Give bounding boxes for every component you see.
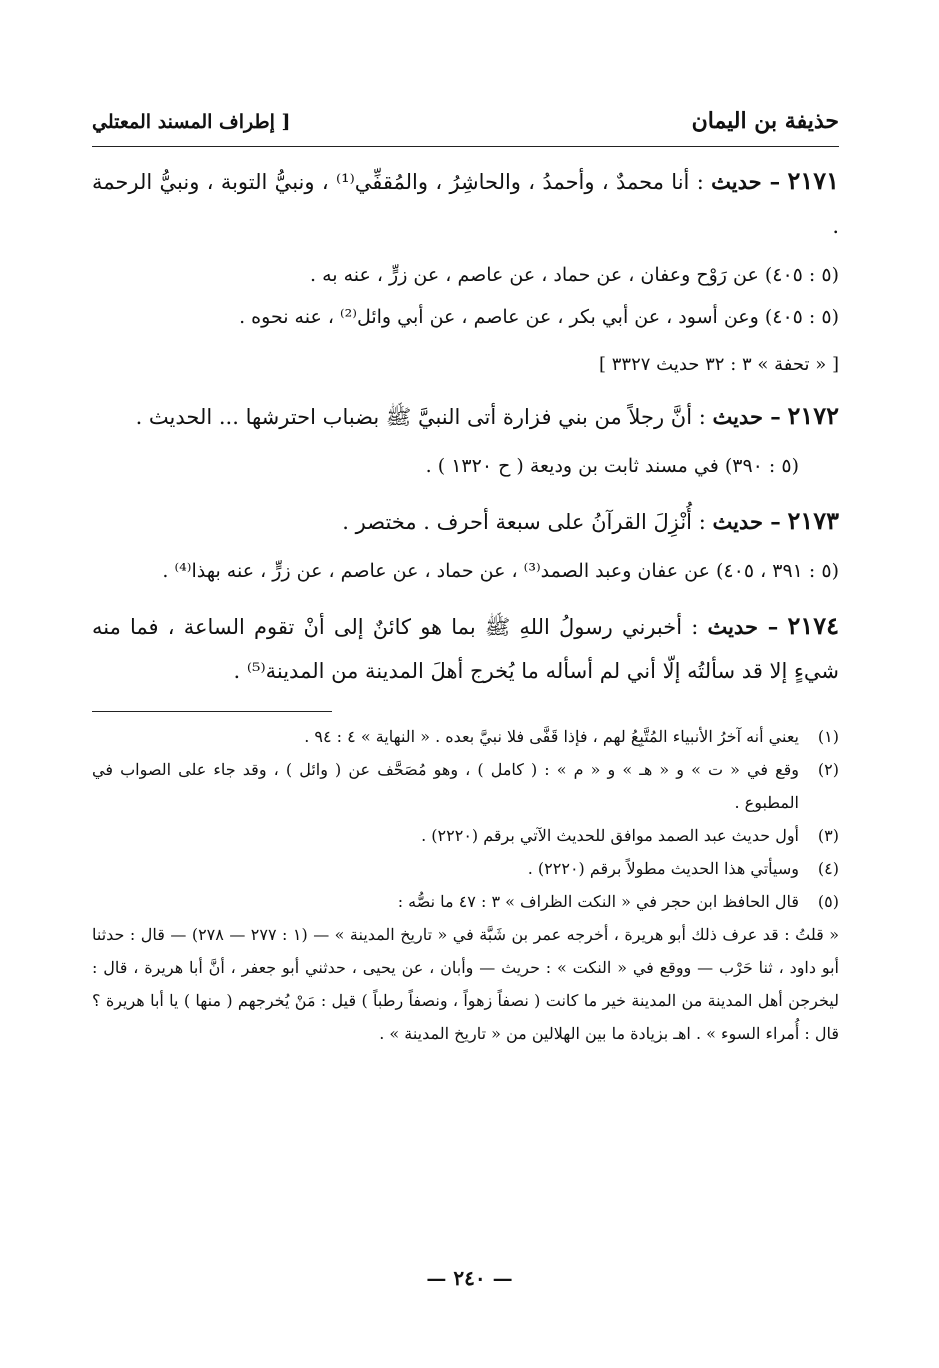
footnotes bbox=[92, 720, 839, 1050]
source-line: (٥ : ٣٩١ ، ٤٠٥) عن عفان وعبد الصمد⁽³⁾ ، عن حماد ، عن عاصم ، عن زرٍّ ، عنه بهذا⁽⁴⁾ . bbox=[162, 560, 839, 582]
footnote bbox=[92, 819, 839, 852]
hadith-text: : أُنْزِلَ القرآنُ على سبعة أحرف . مختصر . bbox=[342, 510, 713, 534]
hadith-label: حديث bbox=[712, 509, 763, 534]
hadith-number: ٢١٧١ bbox=[787, 166, 840, 195]
hadith-number: ٢١٧٢ bbox=[787, 401, 839, 430]
header-title-right: حذيفة بن اليمان bbox=[691, 108, 839, 134]
footnote bbox=[92, 720, 839, 753]
hadith-text: : أنا محمدٌ ، وأحمدُ ، والحاشِرُ ، والمُقفِّي⁽¹⁾ ، ونبيُّ التوبة ، ونبيُّ الرحمة . bbox=[92, 170, 839, 238]
hadith-label: حديث bbox=[707, 614, 758, 639]
hadith-2172: ٢١٧٢ – حديث : أنَّ رجلاً من بني فزارة أتى النبيَّ ﷺ بضباب احترشها ... الحديث . bbox=[135, 401, 839, 430]
hadith-2174: ٢١٧٤ – حديث : أخبرني رسولُ اللهِ ﷺ بما هو كائنٌ إلى أنْ تقوم الساعة ، فما منه شيءٍ إلا قد سألتُه إلّا أني لم أسأله ما يُخرج أهلَ المدينة من المدينة⁽⁵⁾ . bbox=[92, 611, 839, 683]
footnote-quote: « قلتُ : قد عرف ذلك أبو هريرة ، أخرجه عمر بن شَبَّة في « تاريخ المدينة » — (١ : ٢٧٧ — ٢٧٨) — قال : حدثنا أبو داود ، ثنا حَرْب — ووقع في « النكت » : حريث — وأبان ، عن يحيى ، حدثني أبو جعفر ، أنَّ أبا هريرة ، قال : ليخرجن أهل المدينة من المدينة خير ما كانت ( نصفاً زهواً ، ونصفاً رطباً ) قيل : مَنْ يُخرجهم ( منها ) يا أبا هريرة ؟ قال : أُمراء السوء » . اهـ بزيادة ما بين الهلالين من « تاريخ المدينة » . bbox=[92, 925, 840, 1043]
hadith-2173: ٢١٧٣ – حديث : أُنْزِلَ القرآنُ على سبعة أحرف . مختصر . bbox=[342, 506, 839, 535]
source-line: (٥ : ٤٠٥) عن رَوْح وعفان ، عن حماد ، عن عاصم ، عن زرٍّ ، عنه به . bbox=[309, 264, 839, 286]
footnote-number: (١) bbox=[817, 727, 839, 746]
footnote bbox=[92, 852, 839, 885]
footnote-number: (٤) bbox=[817, 859, 839, 878]
hadith-text: : أنَّ رجلاً من بني فزارة أتى النبيَّ ﷺ بضباب احترشها ... الحديث . bbox=[135, 405, 713, 429]
hadith-label: حديث bbox=[711, 169, 762, 194]
hadith-number: ٢١٧٣ bbox=[787, 506, 839, 535]
footnote bbox=[92, 753, 839, 819]
footnote-text: أول حديث عبد الصمد موافق للحديث الآتي برقم (٢٢٢٠) . bbox=[421, 826, 799, 845]
page bbox=[92, 108, 839, 1050]
footnote bbox=[92, 885, 839, 918]
hadith-2171: ٢١٧١ – حديث : أنا محمدٌ ، وأحمدُ ، والحاشِرُ ، والمُقفِّي⁽¹⁾ ، ونبيُّ التوبة ، ونبيُّ الرحمة . bbox=[92, 166, 840, 238]
footnote-number: (٥) bbox=[817, 892, 839, 911]
source-line: (٥ : ٣٩٠) في مسند ثابت بن وديعة ( ح ١٣٢٠ ) . bbox=[425, 455, 799, 477]
hadith-text: : أخبرني رسولُ اللهِ ﷺ بما هو كائنٌ إلى أنْ تقوم الساعة ، فما منه شيءٍ إلا قد سألتُه إلّا أني لم أسأله ما يُخرج أهلَ المدينة من المدينة⁽⁵⁾ . bbox=[92, 615, 839, 683]
tuhfa-reference: [ « تحفة » ٣ : ٣٢ حديث ٣٣٢٧ ] bbox=[599, 354, 839, 375]
header-title-left: [ إطراف المسند المعتلي bbox=[92, 111, 291, 133]
source-line: (٥ : ٤٠٥) وعن أسود ، عن أبي بكر ، عن عاصم ، عن أبي وائل⁽²⁾ ، عنه نحوه . bbox=[239, 306, 839, 328]
footnote-number: (٣) bbox=[817, 826, 839, 845]
hadith-number: ٢١٧٤ bbox=[787, 611, 839, 640]
hadith-label: حديث bbox=[712, 404, 763, 429]
page-number: — ٢٤٠ — bbox=[426, 1266, 513, 1290]
footnote-separator bbox=[92, 711, 332, 712]
footnote-text: وقع في « ت » و « هـ » و « م » : ( كامل ) ، وهو مُصَحَّف عن ( وائل ) ، وقد جاء على الصواب في المطبوع . bbox=[92, 760, 799, 812]
footnote-text: قال الحافظ ابن حجر في « النكت الظراف » ٣ : ٤٧ ما نصُّه : bbox=[397, 892, 799, 911]
footnote-text: يعني أنه آخرُ الأنبياء المُتَّبِعُ لهم ، فإذا قَفَّى فلا نبيَّ بعده . « النهاية » ٤ : ٩٤ . bbox=[304, 727, 799, 746]
footnote-number: (٢) bbox=[817, 760, 839, 779]
running-header bbox=[92, 108, 839, 147]
footnote-text: وسيأتي هذا الحديث مطولاً برقم (٢٢٢٠) . bbox=[527, 859, 799, 878]
